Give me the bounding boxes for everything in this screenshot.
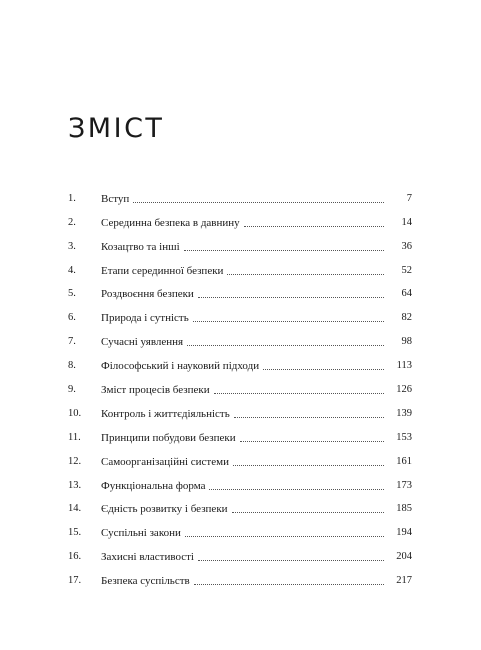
toc-entry-page-number: 194 (396, 527, 412, 539)
toc-entry-number: 15. (68, 527, 82, 539)
toc-entry-title: Зміст процесів безпеки (101, 384, 210, 397)
toc-entry (68, 257, 412, 281)
toc-entry-line (101, 502, 412, 516)
toc-entry-line (101, 407, 412, 421)
toc-entry-title: Контроль і життєдіяльність (101, 407, 230, 420)
toc-entry-title: Єдність розвитку і безпеки (101, 503, 228, 516)
toc-entry-number: 2. (68, 216, 76, 228)
toc-entry-number: 7. (68, 336, 76, 348)
toc-entry (68, 448, 412, 472)
toc-entry-number: 12. (68, 455, 82, 467)
toc-entry-line (101, 550, 412, 564)
toc-entry-number: 13. (68, 479, 82, 491)
dot-leader (234, 416, 384, 418)
toc-entry-line (101, 216, 412, 230)
toc-entry (68, 376, 412, 400)
toc-entry (68, 352, 412, 376)
toc-entry (68, 543, 412, 567)
toc-entry-page-number: 98 (401, 336, 412, 348)
toc-entry-page-number: 113 (396, 360, 412, 372)
toc-entry-number: 6. (68, 312, 76, 324)
toc-entry-page-number: 139 (396, 407, 412, 419)
toc-entry-page-number: 204 (396, 551, 412, 563)
toc-entry (68, 567, 412, 591)
toc-entry-title: Захисні властивості (101, 551, 194, 564)
dot-leader (194, 583, 384, 585)
toc-entry-line (101, 287, 412, 301)
toc-entry-number: 10. (68, 407, 82, 419)
toc-entry-line (101, 335, 412, 349)
dot-leader (184, 249, 384, 251)
toc-entry-title: Серединна безпека в давнину (101, 216, 240, 229)
toc-entry-number: 14. (68, 503, 82, 515)
toc-entry-title: Природа і сутність (101, 312, 189, 325)
toc-entry-page-number: 173 (396, 479, 412, 491)
toc-entry-line (101, 192, 412, 206)
toc-entry (68, 233, 412, 257)
toc-entry-number: 16. (68, 551, 82, 563)
toc-entry-line (101, 359, 412, 373)
toc-entry-line (101, 526, 412, 540)
table-of-contents (68, 185, 412, 591)
toc-entry-line (101, 240, 412, 254)
dot-leader (198, 296, 384, 298)
toc-entry-title: Принципи побудови безпеки (101, 431, 236, 444)
toc-entry (68, 328, 412, 352)
dot-leader (232, 511, 384, 513)
toc-entry-page-number: 126 (396, 384, 412, 396)
toc-entry-line (101, 383, 412, 397)
toc-entry (68, 400, 412, 424)
toc-entry (68, 185, 412, 209)
toc-entry-line (101, 574, 412, 588)
dot-leader (244, 225, 384, 227)
toc-entry-page-number: 153 (396, 431, 412, 443)
dot-leader (214, 392, 384, 394)
dot-leader (227, 273, 384, 275)
page-title: ЗМІСТ (68, 113, 165, 144)
toc-entry-page-number: 36 (401, 240, 412, 252)
toc-entry (68, 304, 412, 328)
toc-entry-page-number: 14 (401, 216, 412, 228)
toc-entry-number: 1. (68, 192, 76, 204)
dot-leader (198, 559, 384, 561)
dot-leader (187, 344, 384, 346)
toc-entry-line (101, 311, 412, 325)
toc-entry-title: Козацтво та інші (101, 240, 180, 253)
toc-entry (68, 519, 412, 543)
dot-leader (193, 320, 384, 322)
toc-entry-title: Сучасні уявлення (101, 336, 184, 349)
dot-leader (240, 440, 384, 442)
toc-entry (68, 209, 412, 233)
toc-entry-title: Філософський і науковий підходи (101, 360, 260, 373)
toc-entry-page-number: 217 (396, 575, 412, 587)
toc-entry (68, 281, 412, 305)
toc-entry-page-number: 185 (396, 503, 412, 515)
toc-entry-title: Самоорганізаційні системи (101, 455, 229, 468)
toc-entry (68, 472, 412, 496)
toc-entry-title: Вступ (101, 192, 130, 205)
toc-entry (68, 496, 412, 520)
toc-entry-title: Суспільні закони (101, 527, 181, 540)
toc-entry-title: Безпека суспільств (101, 575, 190, 588)
toc-entry-title: Роздвоєння безпеки (101, 288, 194, 301)
toc-entry-page-number: 161 (396, 455, 412, 467)
toc-entry-page-number: 52 (401, 264, 412, 276)
dot-leader (185, 535, 384, 537)
toc-entry-line (101, 264, 412, 278)
toc-entry-number: 17. (68, 575, 82, 587)
toc-entry-page-number: 82 (401, 312, 412, 324)
toc-entry-number: 4. (68, 264, 76, 276)
toc-entry-number: 5. (68, 288, 76, 300)
toc-entry-title: Функціональна форма (101, 479, 206, 492)
toc-entry-page-number: 7 (406, 192, 412, 204)
dot-leader (263, 368, 384, 370)
dot-leader (133, 201, 384, 203)
toc-entry-title: Етапи серединної безпеки (101, 264, 224, 277)
toc-entry-page-number: 64 (401, 288, 412, 300)
toc-entry-line (101, 431, 412, 445)
dot-leader (233, 464, 384, 466)
toc-entry (68, 424, 412, 448)
toc-entry-number: 11. (68, 431, 81, 443)
toc-entry-number: 3. (68, 240, 76, 252)
dot-leader (209, 488, 384, 490)
toc-entry-line (101, 479, 412, 493)
toc-entry-number: 9. (68, 384, 76, 396)
toc-entry-number: 8. (68, 360, 76, 372)
toc-entry-line (101, 455, 412, 469)
